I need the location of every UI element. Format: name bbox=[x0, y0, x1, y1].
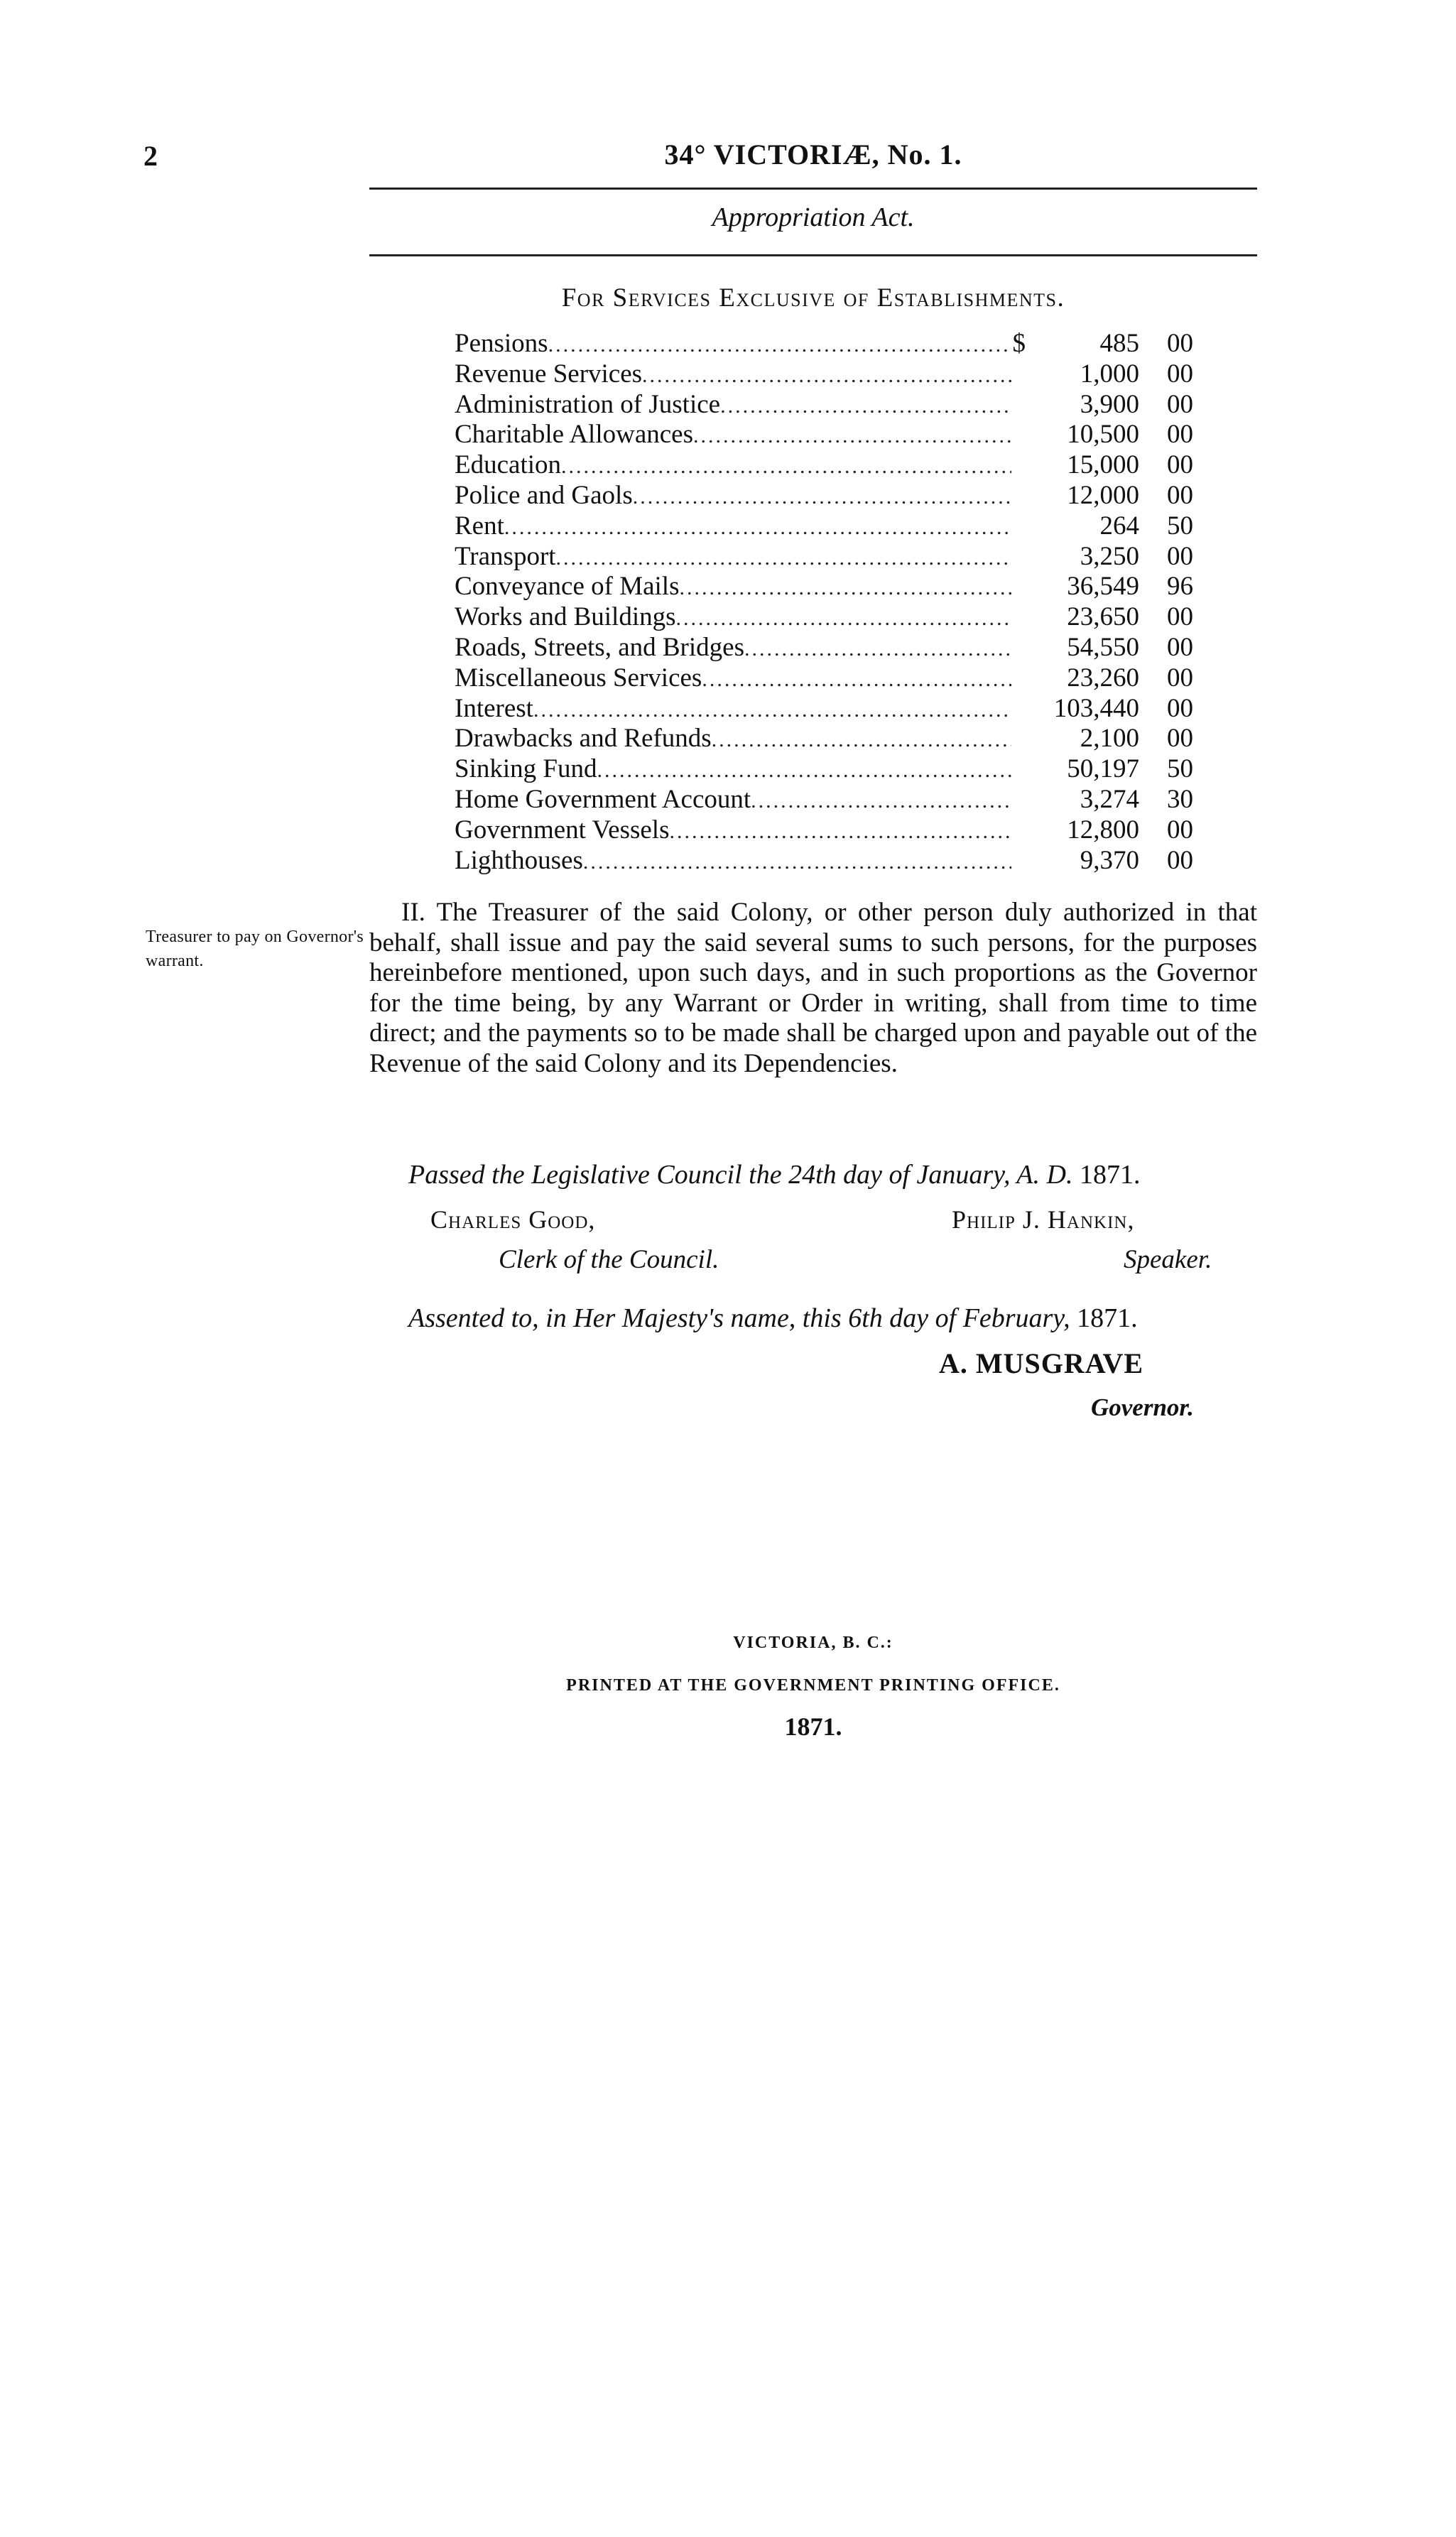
dot-leader bbox=[642, 364, 1011, 388]
schedule-item bbox=[455, 784, 1193, 815]
item-label: Lighthouses bbox=[455, 845, 583, 875]
speaker-title: Speaker. bbox=[1124, 1245, 1212, 1274]
dot-leader bbox=[693, 424, 1011, 448]
item-cents: 00 bbox=[1167, 420, 1193, 450]
schedule-item bbox=[455, 693, 1193, 724]
item-dollars: 3,900 bbox=[1080, 389, 1139, 419]
dot-leader bbox=[533, 698, 1011, 722]
dot-leader bbox=[548, 333, 1011, 357]
dot-leader bbox=[720, 394, 1011, 418]
item-dollars: 9,370 bbox=[1080, 845, 1139, 875]
item-label: Transport bbox=[455, 541, 556, 571]
passed-year: 1871. bbox=[1079, 1160, 1141, 1190]
dot-leader bbox=[712, 728, 1011, 752]
schedule-item bbox=[455, 450, 1193, 480]
item-cents: 50 bbox=[1167, 754, 1193, 784]
item-dollars: 54,550 bbox=[1067, 632, 1139, 662]
assent-year: 1871. bbox=[1077, 1303, 1138, 1333]
dot-leader bbox=[556, 546, 1011, 570]
item-dollars: 50,197 bbox=[1067, 754, 1139, 784]
dot-leader bbox=[583, 850, 1011, 874]
item-cents: 00 bbox=[1167, 632, 1193, 662]
clause-two: II. The Treasurer of the said Colony, or other person duly authorized in that behalf, shall issue and pay the said several sums to such persons, for the purposes hereinbefore mentioned, upon such days, and in such proportions as the Governor for the time being, by any Warrant or Order in writing, shall from time to time direct; and the payments so to be made shall be charged upon and payable out of the Revenue of the said Colony and its Dependencies. bbox=[369, 898, 1257, 1078]
item-label: Charitable Allowances bbox=[455, 420, 693, 450]
dot-leader bbox=[504, 516, 1011, 540]
dot-leader bbox=[679, 576, 1011, 600]
dot-leader bbox=[702, 668, 1011, 692]
item-label: Home Government Account bbox=[455, 784, 751, 814]
item-label: Roads, Streets, and Bridges bbox=[455, 632, 744, 662]
schedule-item bbox=[455, 359, 1193, 389]
item-label: Drawbacks and Refunds bbox=[455, 724, 712, 754]
dot-leader bbox=[633, 485, 1011, 509]
page-number: 2 bbox=[143, 140, 158, 172]
currency-sign: $ bbox=[1012, 329, 1026, 358]
dot-leader bbox=[561, 455, 1011, 479]
item-label: Revenue Services bbox=[455, 359, 643, 389]
item-cents: 00 bbox=[1167, 389, 1193, 419]
item-label: Education bbox=[455, 450, 562, 480]
margin-note: Treasurer to pay on Governor's warrant. bbox=[146, 928, 364, 970]
item-dollars: 36,549 bbox=[1067, 572, 1139, 602]
schedule-item bbox=[455, 419, 1193, 450]
header-rule-top bbox=[369, 188, 1257, 190]
item-label: Sinking Fund bbox=[455, 754, 597, 784]
schedule-item bbox=[455, 602, 1193, 632]
item-dollars: 15,000 bbox=[1067, 450, 1139, 480]
dot-leader bbox=[597, 759, 1011, 783]
schedule-item bbox=[455, 571, 1193, 602]
item-dollars: 3,250 bbox=[1080, 541, 1139, 571]
section-heading: For Services Exclusive of Establishments. bbox=[561, 283, 1065, 313]
schedule-item bbox=[455, 389, 1193, 420]
imprint-place: VICTORIA, B. C.: bbox=[733, 1634, 893, 1652]
item-dollars: 12,800 bbox=[1067, 815, 1139, 844]
item-cents: 00 bbox=[1167, 693, 1193, 723]
schedule-item bbox=[455, 632, 1193, 663]
item-cents: 96 bbox=[1167, 572, 1193, 602]
item-dollars: 10,500 bbox=[1067, 420, 1139, 450]
item-cents: 00 bbox=[1167, 724, 1193, 754]
item-cents: 00 bbox=[1167, 845, 1193, 875]
item-dollars: 23,260 bbox=[1067, 663, 1139, 692]
dot-leader bbox=[676, 607, 1011, 631]
dot-leader bbox=[751, 789, 1011, 813]
item-cents: 00 bbox=[1167, 663, 1193, 692]
item-label: Interest bbox=[455, 693, 533, 723]
dot-leader bbox=[669, 820, 1011, 844]
schedule-item bbox=[455, 845, 1193, 876]
clerk-name: Charles Good, bbox=[430, 1205, 596, 1234]
governor-name: A. MUSGRAVE bbox=[939, 1347, 1144, 1379]
item-dollars: 2,100 bbox=[1080, 724, 1139, 754]
item-label: Government Vessels bbox=[455, 815, 670, 844]
item-dollars: 23,650 bbox=[1067, 602, 1139, 632]
act-title: Appropriation Act. bbox=[712, 202, 915, 232]
imprint-year: 1871. bbox=[784, 1712, 842, 1741]
item-label: Administration of Justice bbox=[455, 389, 721, 419]
schedule-item bbox=[455, 480, 1193, 511]
assent-line bbox=[408, 1303, 1138, 1334]
item-cents: 00 bbox=[1167, 541, 1193, 571]
schedule-item bbox=[455, 723, 1193, 754]
item-dollars: 485 bbox=[1099, 329, 1139, 358]
schedule-item bbox=[455, 754, 1193, 784]
dot-leader bbox=[744, 637, 1011, 661]
schedule-item bbox=[455, 815, 1193, 845]
item-dollars: 3,274 bbox=[1080, 784, 1139, 814]
item-label: Conveyance of Mails bbox=[455, 572, 680, 602]
item-cents: 00 bbox=[1167, 450, 1193, 480]
speaker-name: Philip J. Hankin, bbox=[952, 1205, 1135, 1234]
item-dollars: 1,000 bbox=[1080, 359, 1139, 389]
header-rule-bottom bbox=[369, 254, 1257, 256]
item-dollars: 12,000 bbox=[1067, 480, 1139, 510]
item-label: Police and Gaols bbox=[455, 480, 633, 510]
item-dollars: 103,440 bbox=[1053, 693, 1139, 723]
item-cents: 00 bbox=[1167, 329, 1193, 358]
item-label: Miscellaneous Services bbox=[455, 663, 702, 692]
assent-text: Assented to, in Her Majesty's name, this 6th day of February, bbox=[408, 1303, 1070, 1333]
schedule-item bbox=[455, 663, 1193, 693]
schedule-item bbox=[455, 511, 1193, 541]
item-cents: 30 bbox=[1167, 784, 1193, 814]
schedule-item bbox=[455, 541, 1193, 572]
appropriation-schedule bbox=[455, 328, 1193, 875]
item-cents: 00 bbox=[1167, 359, 1193, 389]
clerk-title: Clerk of the Council. bbox=[499, 1245, 719, 1274]
item-label: Works and Buildings bbox=[455, 602, 676, 632]
schedule-item bbox=[455, 328, 1193, 359]
passed-text: Passed the Legislative Council the 24th day of January, A. D. bbox=[408, 1160, 1073, 1190]
running-title: 34° VICTORIÆ, No. 1. bbox=[664, 138, 962, 170]
item-label: Pensions bbox=[455, 329, 548, 358]
item-cents: 00 bbox=[1167, 815, 1193, 844]
item-dollars: 264 bbox=[1099, 511, 1139, 540]
item-cents: 00 bbox=[1167, 480, 1193, 510]
imprint-printer: PRINTED AT THE GOVERNMENT PRINTING OFFICE. bbox=[566, 1676, 1060, 1695]
item-cents: 00 bbox=[1167, 602, 1193, 632]
governor-title: Governor. bbox=[1091, 1394, 1194, 1421]
item-label: Rent bbox=[455, 511, 504, 540]
passed-line bbox=[408, 1159, 1140, 1190]
item-cents: 50 bbox=[1167, 511, 1193, 540]
